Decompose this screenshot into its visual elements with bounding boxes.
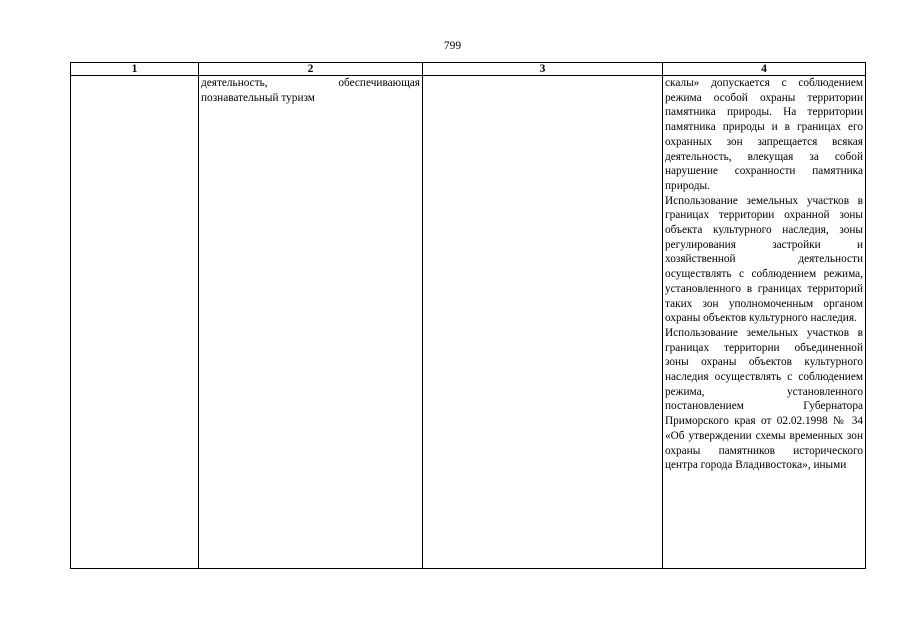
document-table: [70, 62, 866, 569]
table-cell-col4: [663, 76, 866, 569]
cell-paragraph-nature-monument: скалы» допускается с соблюдением режима особой охраны территории памятника природы. На территории памятника природы и в границах его охранных зон запрещается всякая деятельность, влекущая за собой нарушение сохранности памятника природы.: [665, 77, 863, 192]
cell-paragraph-united-zone: Использование земельных участков в границах территории объединенной зоны охраны объектов культурного наследия осуществлять с соблюдением режима, установленного постановлением Губернатора Приморского края от 02.02.1998 № 34 «Об утверждении схемы временных зон охраны памятников исторического центра города Владивостока», иными: [665, 326, 863, 472]
page-number: 799: [443, 40, 462, 52]
table-cell-col3: [423, 76, 663, 569]
cell-paragraph-protection-zone: Использование земельных участков в границах территории охранной зоны объекта культурного наследия, зоны регулирования застройки и хозяйственной деятельности осуществлять с соблюдением режима, установленного в границах территорий таких зон уполномоченным органом охраны объектов культурного наследия.: [665, 194, 863, 325]
table-cell-col2: [199, 76, 423, 569]
table-cell-col1: [71, 76, 199, 569]
column-header-2: 2: [199, 63, 423, 76]
table-header-row: [71, 63, 866, 76]
column-header-3: 3: [423, 63, 663, 76]
column-header-1: 1: [71, 63, 199, 76]
column-header-4: 4: [663, 63, 866, 76]
cell-text-activity: деятельность, обеспечивающая познавательный туризм: [201, 77, 420, 104]
table-row: [71, 76, 866, 569]
